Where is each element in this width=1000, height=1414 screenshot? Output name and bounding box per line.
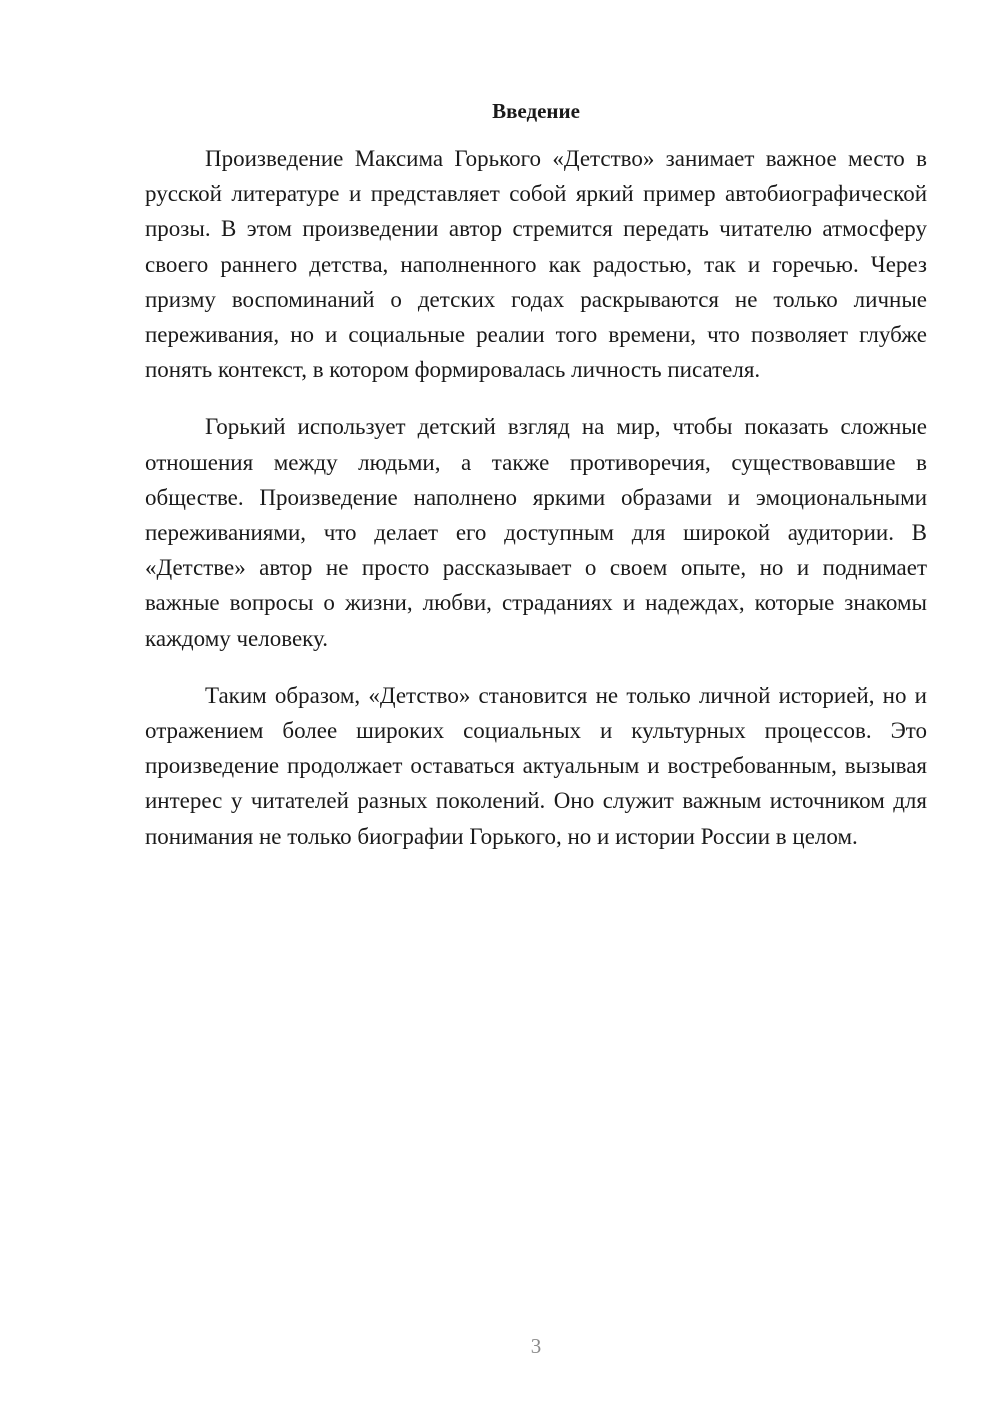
- paragraph-1: Произведение Максима Горького «Детство» занимает важное место в русской литературе и представляет собой яркий пример автобиографической прозы. В этом произведении автор стремится передать читателю атмосферу своего раннего детства, наполненного как радостью, так и горечью. Через призму воспоминаний о детских годах раскрываются не только личные переживания, но и социальные реалии того времени, что позволяет глубже понять контекст, в котором формировалась личность писателя.: [145, 146, 927, 383]
- paragraph-2: Горький использует детский взгляд на мир, чтобы показать сложные отношения между людьми, а также противоречия, существовавшие в обществе. Произведение наполнено яркими образами и эмоциональными переживаниями, что делает его доступным для широкой аудитории. В «Детстве» автор не просто рассказывает о своем опыте, но и поднимает важные вопросы о жизни, любви, страданиях и надеждах, которые знакомы каждому человеку.: [145, 414, 927, 651]
- section-heading: Введение: [492, 99, 580, 123]
- page-number: 3: [530, 1334, 542, 1358]
- paragraph-3: Таким образом, «Детство» становится не только личной историей, но и отражением более широких социальных и культурных процессов. Это произведение продолжает оставаться актуальным и востребованным, вызывая интерес у читателей разных поколений. Оно служит важным источником для понимания не только биографии Горького, но и истории России в целом.: [145, 682, 927, 849]
- body-text: [145, 141, 927, 876]
